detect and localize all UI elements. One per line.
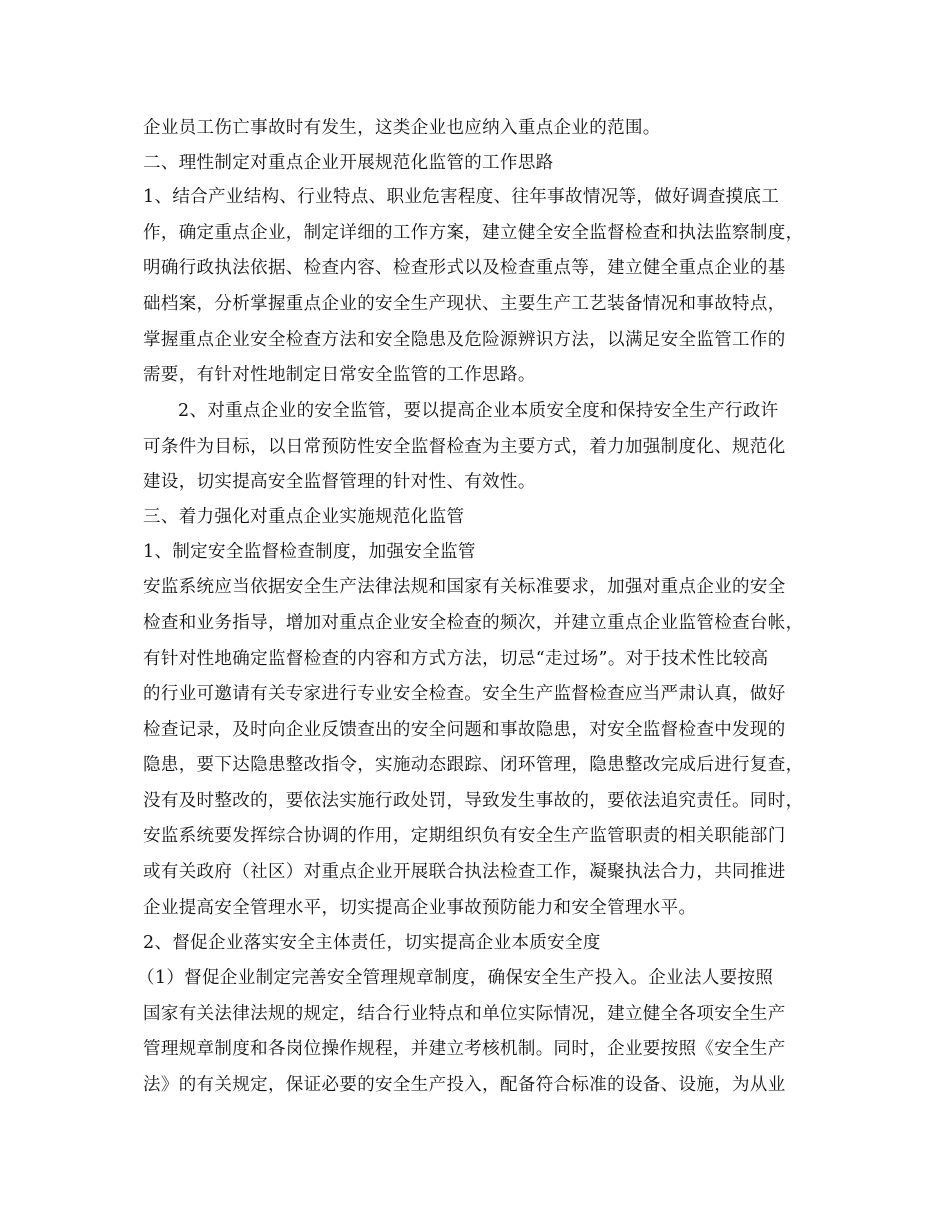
text-line: 没有及时整改的，要依法实施行政处罚，导致发生事故的，要依法追究责任。同时， [143,791,804,811]
text-line: 企业员工伤亡事故时有发生，这类企业也应纳入重点企业的范围。 [143,118,661,138]
section-heading: 三、着力强化对重点企业实施规范化监管 [143,507,465,527]
text-line: 2、对重点企业的安全监管，要以提高企业本质安全度和保持安全生产行政许 [178,401,779,421]
text-line: 国家有关法律法规的规定，结合行业特点和单位实际情况，建立健全各项安全生产 [143,1004,786,1024]
text-line: 建设，切实提高安全监督管理的针对性、有效性。 [143,472,536,492]
text-line: 法》的有关规定，保证必要的安全生产投入，配备符合标准的设备、设施，为从业 [143,1075,786,1095]
section-heading: 二、理性制定对重点企业开展规范化监管的工作思路 [143,153,554,173]
text-line: 安监系统要发挥综合协调的作用，定期组织负有安全生产监管职责的相关职能部门 [143,826,786,846]
text-line: 掌握重点企业安全检查方法和安全隐患及危险源辨识方法，以满足安全监管工作的 [143,330,786,350]
text-line: 安监系统应当依据安全生产法律法规和国家有关标准要求，加强对重点企业的安全 [143,577,786,597]
text-line: 明确行政执法依据、检查内容、检查形式以及检查重点等，建立健全重点企业的基 [143,258,786,278]
text-line: 的行业可邀请有关专家进行专业安全检查。安全生产监督检查应当严肃认真，做好 [143,684,786,704]
text-line: 检查记录，及时向企业反馈查出的安全问题和事故隐患，对安全监督检查中发现的 [143,720,786,740]
text-line: 检查和业务指导，增加对重点企业安全检查的频次，并建立重点企业监管检查台帐， [143,613,804,633]
subsection-heading: 1、制定安全监督检查制度，加强安全监管 [143,542,476,562]
text-line: （1）督促企业制定完善安全管理规章制度，确保安全生产投入。企业法人要按照 [137,968,774,988]
text-line: 需要，有针对性地制定日常安全监管的工作思路。 [143,365,536,385]
text-line: 企业提高安全管理水平，切实提高企业事故预防能力和安全管理水平。 [143,898,697,918]
subsection-heading: 2、督促企业落实安全主体责任，切实提高企业本质安全度 [143,933,601,953]
text-line: 作，确定重点企业，制定详细的工作方案，建立健全安全监督检查和执法监察制度， [143,223,804,243]
text-line: 可条件为目标，以日常预防性安全监督检查为主要方式，着力加强制度化、规范化 [143,437,786,457]
text-line: 1、结合产业结构、行业特点、职业危害程度、往年事故情况等，做好调查摸底工 [143,187,780,207]
text-line: 础档案，分析掌握重点企业的安全生产现状、主要生产工艺装备情况和事故特点， [143,294,786,314]
text-line: 有针对性地确定监督检查的内容和方式方法，切忌“走过场”。对于技术性比较高 [143,649,769,669]
text-line: 或有关政府（社区）对重点企业开展联合执法检查工作，凝聚执法合力，共同推进 [143,862,786,882]
text-line: 管理规章制度和各岗位操作规程，并建立考核机制。同时，企业要按照《安全生产 [143,1039,786,1059]
text-line: 隐患，要下达隐患整改指令，实施动态跟踪、闭环管理，隐患整改完成后进行复查， [143,755,804,775]
